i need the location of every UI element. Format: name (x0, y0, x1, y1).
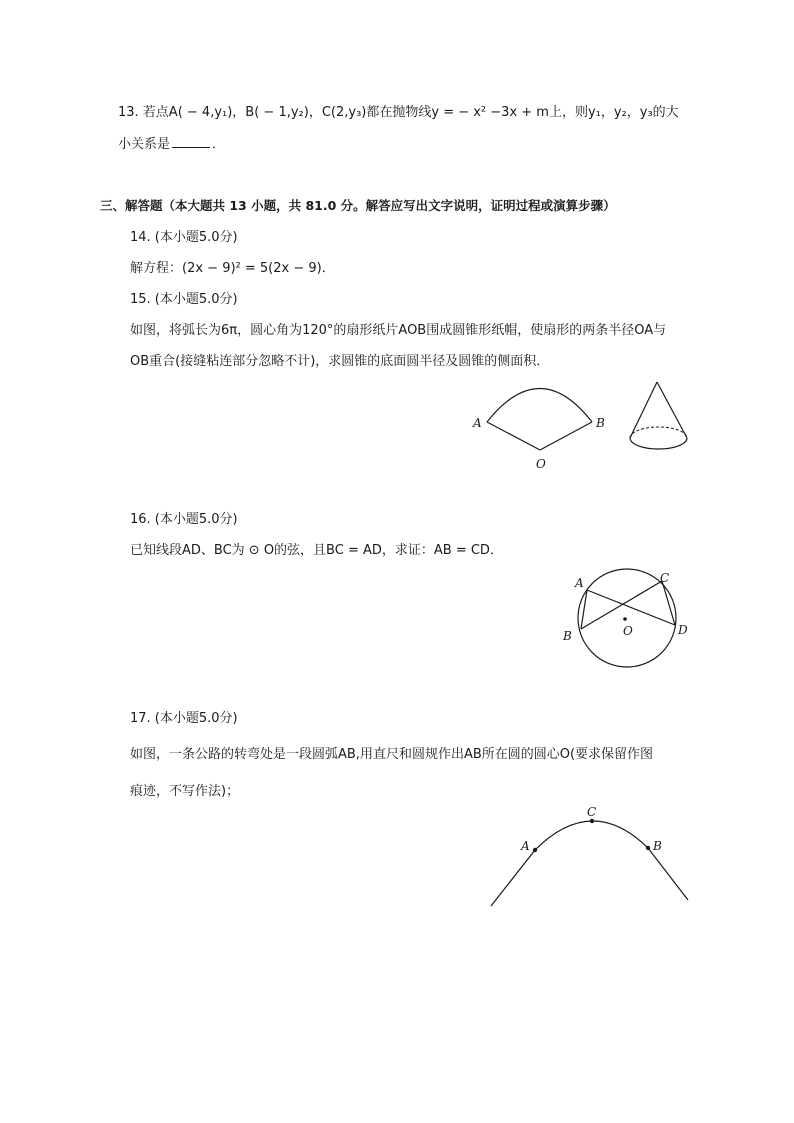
q17-road-right-segment (648, 848, 688, 900)
q15-sector-arc (487, 389, 592, 423)
q17-point-a (533, 848, 537, 852)
q16-title: 16. (本小题5.0分) (130, 512, 238, 527)
q16-label-c: C (660, 571, 670, 585)
q17-label-c: C (587, 805, 597, 819)
q17-label-a: A (521, 839, 530, 853)
q15-label-b: B (596, 416, 605, 430)
q17-title: 17. (本小题5.0分) (130, 711, 238, 726)
q14-title: 14. (本小题5.0分) (130, 230, 238, 245)
q16-label-a: A (575, 576, 584, 590)
q13-line1: 13. 若点A( − 4,y₁)，B( − 1,y₂)，C(2,y₃)都在抛物线y = − x² −3x + m上，则y₁，y₂，y₃的大 (118, 105, 679, 120)
q16-body: 已知线段AD、BC为 ⊙ O的弦，且BC = AD，求证：AB = CD． (130, 543, 503, 558)
q16-label-o: O (623, 624, 633, 638)
q15-sector-figure (465, 385, 625, 475)
q15-label-o: O (536, 457, 546, 471)
q17-point-b (646, 846, 650, 850)
q16-label-d: D (678, 623, 688, 637)
q16-center-dot (623, 617, 627, 621)
q13-line2 (118, 135, 225, 154)
q16-chord-ad (587, 590, 675, 625)
q17-road-left-segment (491, 850, 535, 906)
q15-line1: 如图，将弧长为6π，圆心角为120°的扇形纸片AOB围成圆锥形纸帽，使扇形的两条半径OA与 (130, 323, 667, 338)
q15-cone-figure (626, 378, 706, 468)
q16-chord-ab (581, 590, 587, 629)
q16-chord-bc (581, 581, 662, 629)
q15-title: 15. (本小题5.0分) (130, 292, 238, 307)
q13-answer-blank[interactable] (172, 135, 210, 148)
q17-line2: 痕迹，不写作法)； (130, 784, 240, 799)
q13-line2-suffix: ． (212, 137, 226, 152)
q17-line1: 如图，一条公路的转弯处是一段圆弧AB,用直尺和圆规作出AB所在圆的圆心O(要求保留作图 (130, 747, 654, 762)
q15-cone-left-side (630, 382, 657, 438)
q16-label-b: B (563, 629, 572, 643)
q17-point-c (590, 819, 594, 823)
q15-label-a: A (473, 416, 482, 430)
q15-radius-ob (540, 422, 592, 450)
q13-line2-prefix: 小关系是 (118, 137, 171, 152)
q17-road-figure (485, 800, 705, 910)
section-3-heading: 三、解答题（本大题共 13 小题，共 81.0 分。解答应写出文字说明，证明过程或演算步骤） (100, 198, 616, 213)
q17-arc-ab (535, 821, 648, 850)
q15-cone-right-side (657, 382, 687, 438)
q17-label-b: B (653, 839, 662, 853)
q16-circle-figure (560, 565, 700, 675)
q15-cone-base-back (630, 427, 687, 438)
q15-cone-base-front (630, 438, 687, 449)
q14-body: 解方程：(2x − 9)² = 5(2x − 9)． (130, 261, 335, 276)
q15-line2: OB重合(接缝粘连部分忽略不计)，求圆锥的底面圆半径及圆锥的侧面积． (130, 354, 550, 369)
q15-radius-oa (487, 422, 540, 450)
